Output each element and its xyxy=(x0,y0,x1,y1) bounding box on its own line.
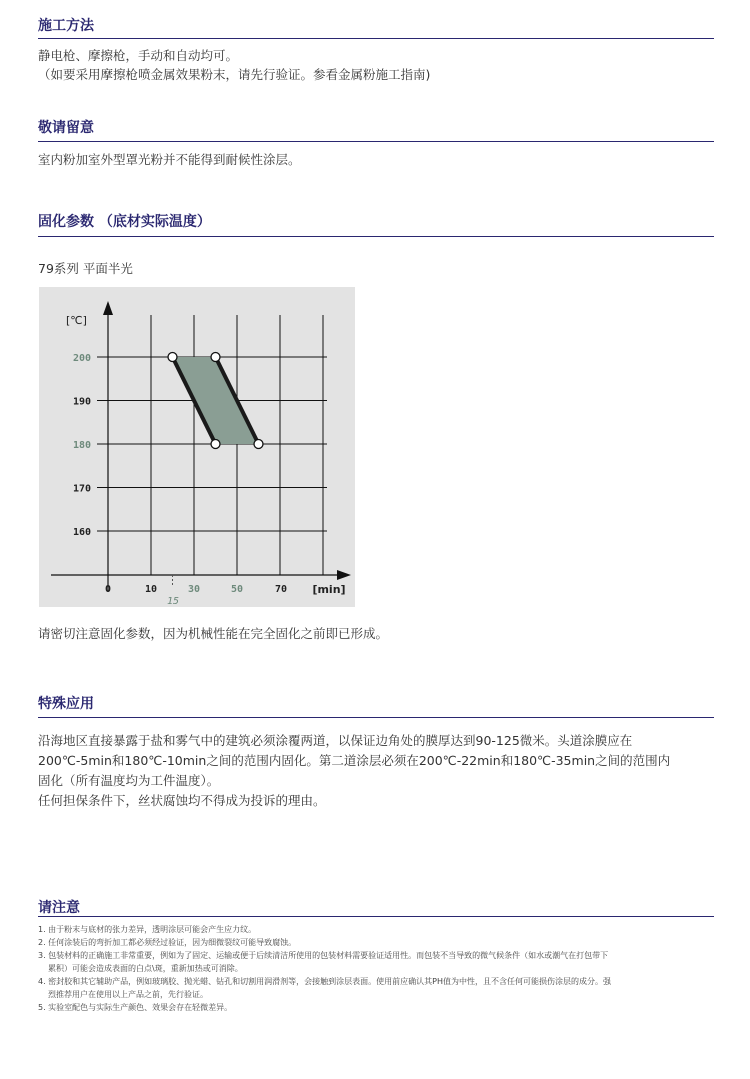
special-line-3: 固化（所有温度均为工件温度）。 xyxy=(38,773,220,788)
section-title-cure: 固化参数 （底材实际温度） xyxy=(38,214,211,230)
section-divider xyxy=(38,916,714,917)
x-axis-label: [min] xyxy=(312,583,346,596)
special-line-4: 任何担保条件下，丝状腐蚀均不得成为投诉的理由。 xyxy=(38,793,326,808)
note-item-3: 3. 包装材料的正确施工非常重要，例如为了固定、运输或便于后续清洁所使用的包装材料需要验证适用性。而包装不当导致的微气候条件（如水或潮气在打包带下 xyxy=(38,951,609,960)
section-title-attention: 敬请留意 xyxy=(38,120,94,136)
x-tick-label: 70 xyxy=(274,584,288,595)
note-item-2: 2. 任何涂装后的弯折加工都必须经过验证，因为细微裂纹可能导致腐蚀。 xyxy=(38,938,297,947)
notes-list xyxy=(38,923,728,1014)
special-line-2: 200℃-5min和180℃-10min之间的范围内固化。第二道涂层必须在200℃-22min和180℃-35min之间的范围内 xyxy=(38,753,671,768)
note-item-1: 1. 由于粉末与底材的张力差异，透明涂层可能会产生应力纹。 xyxy=(38,925,257,934)
cure-note: 请密切注意固化参数，因为机械性能在完全固化之前即已形成。 xyxy=(38,626,389,641)
section-divider xyxy=(38,236,714,237)
x-tick-label: 0 xyxy=(104,584,112,595)
y-tick-label: 170 xyxy=(72,483,91,495)
y-tick-label: 200 xyxy=(72,353,91,364)
attention-line-1: 室内粉加室外型罩光粉并不能得到耐候性涂层。 xyxy=(38,152,301,167)
y-tick-label: 190 xyxy=(72,396,91,408)
section-divider xyxy=(38,141,714,142)
special-line-1: 沿海地区直接暴露于盐和雾气中的建筑必须涂覆两道，以保证边角处的膜厚达到90-125微米。头道涂膜应在 xyxy=(38,733,633,748)
cure-window-point xyxy=(168,353,177,362)
y-tick-label: 180 xyxy=(72,440,91,451)
x-tick-label: 30 xyxy=(187,584,201,595)
cure-subtitle: 79系列 平面半光 xyxy=(38,261,133,276)
cure-chart xyxy=(39,287,355,607)
note-item-3-cont: 累积）可能会造成表面的白点\斑，重新加热或可消除。 xyxy=(48,964,243,973)
x-tick-label: 50 xyxy=(230,584,244,595)
section-divider xyxy=(38,38,714,39)
note-item-4-cont: 烈推荐用户在使用以上产品之前，先行验证。 xyxy=(48,990,208,999)
note-item-5: 5. 实验室配色与实际生产颜色、效果会存在轻微差异。 xyxy=(38,1003,233,1012)
y-axis-label: [℃] xyxy=(66,314,87,327)
note-item-4: 4. 密封胶和其它辅助产品，例如玻璃胶、抛光蜡、钻孔和切割用润滑剂等，会接触到涂层表面。使用前应确认其PH值为中性，且不含任何可能损伤涂层的成分。强 xyxy=(38,977,612,986)
cure-window-point xyxy=(254,440,263,449)
cure-window-point xyxy=(211,440,220,449)
method-line-2: （如要采用摩擦枪喷金属效果粉末，请先行验证。参看金属粉施工指南) xyxy=(38,67,431,82)
y-tick-label: 160 xyxy=(72,527,91,538)
section-divider xyxy=(38,717,714,718)
section-title-notes: 请注意 xyxy=(38,900,80,916)
cure-window-point xyxy=(211,353,220,362)
x-tick-label: 15 xyxy=(166,596,180,607)
section-title-special: 特殊应用 xyxy=(38,696,94,712)
special-paragraph xyxy=(38,731,728,811)
x-tick-label: 10 xyxy=(144,584,158,595)
method-line-1: 静电枪、摩擦枪，手动和自动均可。 xyxy=(38,48,239,63)
section-title-method: 施工方法 xyxy=(38,18,94,34)
